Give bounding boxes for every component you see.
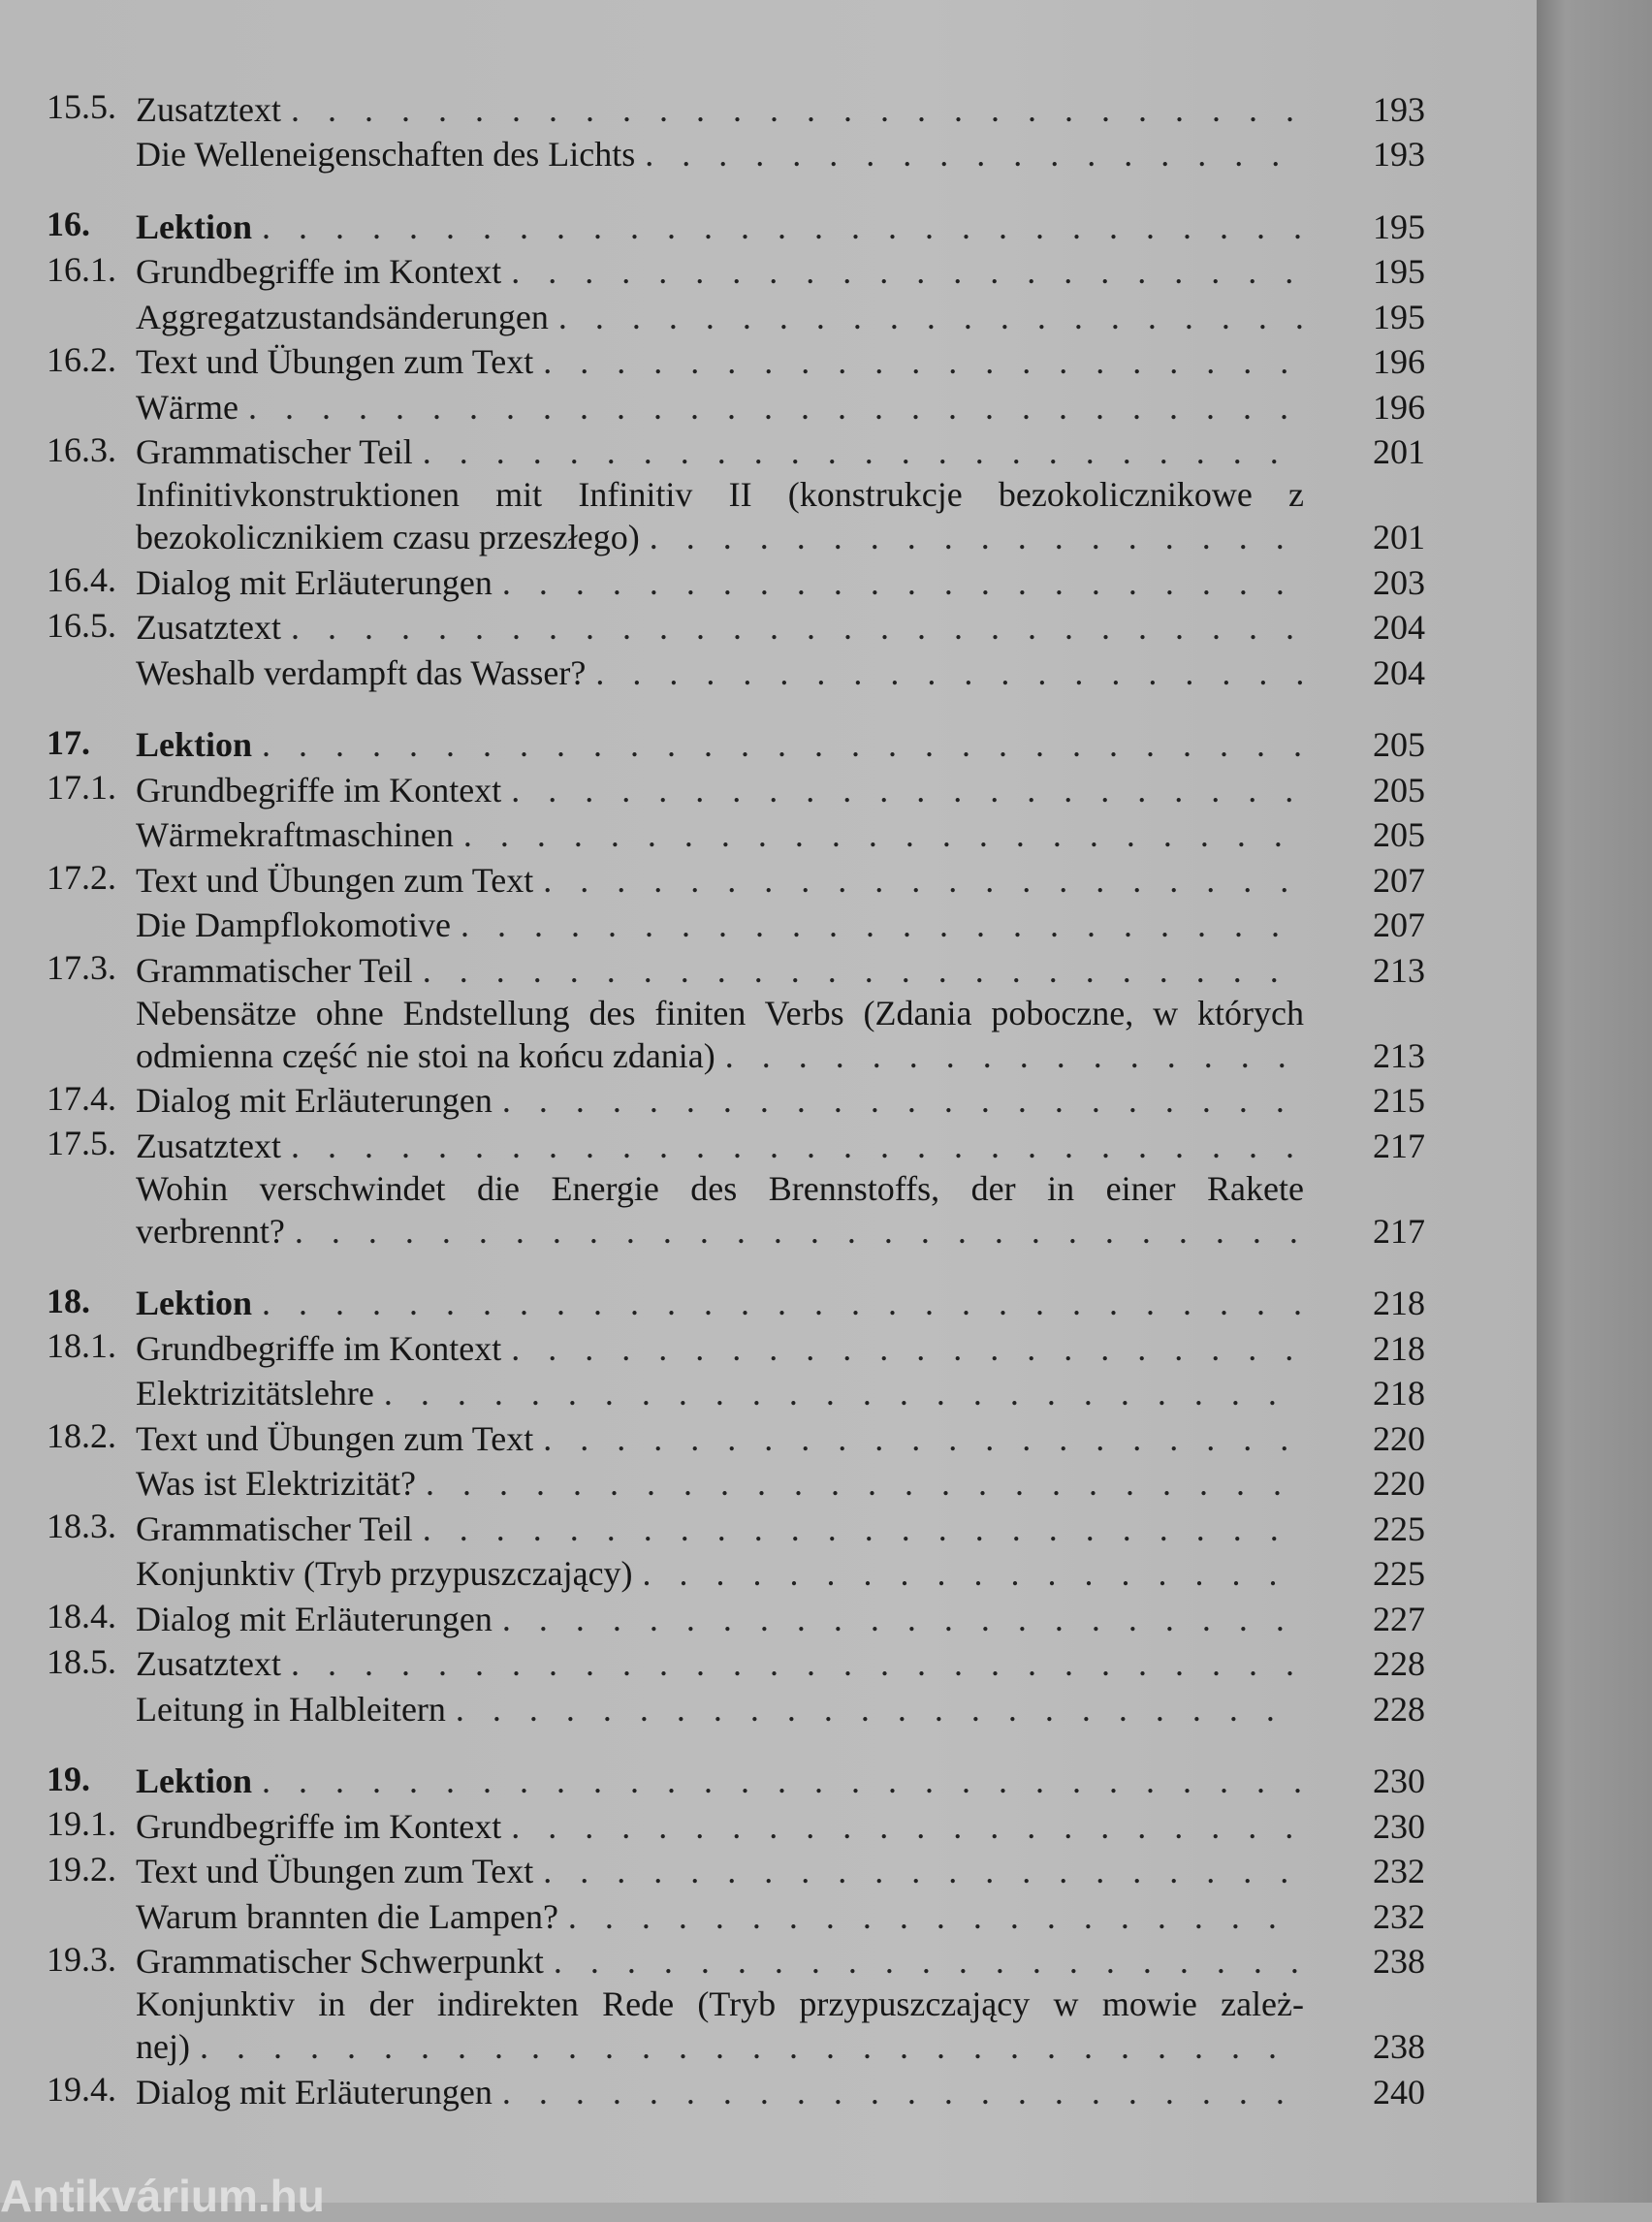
toc-entry <box>0 649 1425 694</box>
toc-page-number: 213 <box>1373 1035 1425 1075</box>
book-spine <box>1537 0 1652 2203</box>
toc-entry-title-continued: nej) <box>136 2027 190 2066</box>
toc-page-number: 225 <box>1373 1554 1425 1593</box>
toc-entry <box>0 946 1425 992</box>
dot-leader <box>568 1895 1304 1938</box>
toc-entry-title: Dialog mit Erläuterungen <box>136 1599 492 1638</box>
dot-leader <box>511 769 1304 811</box>
dot-leader <box>502 1598 1304 1640</box>
toc-entry <box>0 1077 1425 1123</box>
toc-entry-number: 16.3. <box>47 429 116 469</box>
section-gap <box>0 694 1425 721</box>
toc-entry <box>0 1595 1425 1640</box>
toc-entry-number: 18.3. <box>47 1507 116 1545</box>
dot-leader <box>291 88 1304 131</box>
toc-entry-title: Zusatztext <box>136 89 281 129</box>
toc-entry-title: Die Welleneigenschaften des Lichts <box>136 135 636 174</box>
toc-entry-title: Die Dampflokomotive <box>136 905 451 944</box>
toc-entry <box>0 1167 1425 1253</box>
toc-lektion-heading <box>0 203 1425 248</box>
toc-page-number: 193 <box>1373 135 1425 174</box>
toc-lektion-heading <box>0 1758 1425 1803</box>
toc-entry-title: Lektion <box>136 1762 253 1800</box>
toc-page-number: 201 <box>1373 518 1425 556</box>
toc-entry-number: 17. <box>47 722 90 762</box>
toc-page-number: 204 <box>1373 652 1425 692</box>
watermark: Antikvárium.hu <box>0 2171 325 2221</box>
dot-leader <box>543 340 1304 383</box>
toc-page-number: 227 <box>1373 1599 1425 1638</box>
toc-entry-number: 18.2. <box>47 1416 116 1455</box>
toc-entry <box>0 604 1425 650</box>
toc-page-number: 195 <box>1373 206 1425 246</box>
toc-entry-number: 17.5. <box>47 1124 116 1162</box>
toc-entry-title: Wärme <box>136 387 238 427</box>
toc-entry-number: 18. <box>47 1281 90 1320</box>
toc-entry <box>0 1460 1425 1506</box>
toc-entry-title: Grammatischer Teil <box>136 1508 413 1548</box>
toc-page-number: 225 <box>1373 1508 1425 1548</box>
toc-page-number: 240 <box>1373 2072 1425 2111</box>
section-gap <box>0 175 1425 203</box>
toc-page-number: 213 <box>1373 950 1425 990</box>
toc-entry-number: 19.1. <box>47 1804 116 1843</box>
toc-entry <box>0 1324 1425 1370</box>
dot-leader <box>502 561 1304 604</box>
dot-leader <box>554 1940 1304 1983</box>
toc-entry-title: Grundbegriffe im Kontext <box>136 1328 502 1368</box>
dot-leader <box>543 1417 1304 1460</box>
toc-entry-number: 16.5. <box>47 605 116 645</box>
dot-leader <box>423 949 1304 992</box>
toc-entry <box>0 248 1425 294</box>
toc-page-number: 217 <box>1373 1211 1425 1251</box>
toc-entry-title: Zusatztext <box>136 608 281 647</box>
toc-entry-number: 19.4. <box>47 2070 116 2109</box>
toc-entry-title: Grundbegriffe im Kontext <box>136 252 502 291</box>
toc-entry-title: Lektion <box>136 725 253 764</box>
dot-leader <box>456 1688 1304 1730</box>
toc-entry-title-continued: bezokolicznikiem czasu przeszłego) <box>136 518 640 556</box>
toc-entry <box>0 1685 1425 1730</box>
toc-entry-title: Nebensätze ohne Endstellung des finiten Verbs (Zdania poboczne, w których <box>136 993 1304 1032</box>
toc-entry-number: 19. <box>47 1759 90 1798</box>
toc-page-number: 195 <box>1373 297 1425 336</box>
toc-page-number: 238 <box>1373 2027 1425 2066</box>
toc-entry <box>0 1370 1425 1415</box>
toc-entry <box>0 766 1425 811</box>
toc-entry-number: 17.4. <box>47 1078 116 1118</box>
dot-leader <box>423 430 1304 473</box>
toc-entry-title: Lektion <box>136 206 253 246</box>
toc-entry-title: Grammatischer Schwerpunkt <box>136 1942 544 1981</box>
toc-entry-number: 18.4. <box>47 1597 116 1635</box>
toc-entry-title: Zusatztext <box>136 1644 281 1683</box>
toc-entry <box>0 992 1425 1077</box>
toc-page-number: 228 <box>1373 1644 1425 1683</box>
toc-page-number: 232 <box>1373 1896 1425 1936</box>
dot-leader <box>262 723 1304 766</box>
toc-entry-title: Zusatztext <box>136 1126 281 1165</box>
toc-entry-number: 16.4. <box>47 560 116 599</box>
toc-entry-title: Was ist Elektrizität? <box>136 1464 417 1503</box>
toc-entry-title: Text und Übungen zum Text <box>136 860 534 900</box>
toc-page-number: 238 <box>1373 1942 1425 1981</box>
toc-entry-title: Wohin verschwindet die Energie des Brennstoffs, der in einer Rakete <box>136 1168 1304 1208</box>
toc-page-number: 232 <box>1373 1852 1425 1890</box>
toc-entry-title: Dialog mit Erläuterungen <box>136 1081 492 1120</box>
dot-leader <box>511 1805 1304 1848</box>
toc-page-number: 201 <box>1373 432 1425 471</box>
toc-page-number: 220 <box>1373 1418 1425 1458</box>
toc-entry-title: Grundbegriffe im Kontext <box>136 1806 502 1846</box>
toc-entry-number: 16.1. <box>47 249 116 289</box>
toc-entry <box>0 1892 1425 1938</box>
toc-entry-number: 18.1. <box>47 1326 116 1365</box>
dot-leader <box>595 651 1304 694</box>
toc-entry <box>0 131 1425 176</box>
toc-entry-title: Konjunktiv in der indirekten Rede (Tryb przypuszczający w mowie zależ- <box>136 1984 1304 2023</box>
toc-entry <box>0 1802 1425 1848</box>
dot-leader <box>558 296 1304 338</box>
dot-leader <box>262 1760 1304 1802</box>
toc-entry <box>0 1640 1425 1686</box>
toc-entry-number: 17.3. <box>47 948 116 987</box>
table-of-contents <box>0 85 1425 2113</box>
toc-lektion-heading <box>0 721 1425 767</box>
toc-entry <box>0 1938 1425 1984</box>
toc-entry-title: Aggregatzustandsänderungen <box>136 297 549 336</box>
dot-leader <box>502 2071 1304 2113</box>
toc-entry-title: Text und Übungen zum Text <box>136 1418 534 1458</box>
dot-leader <box>262 1282 1304 1324</box>
toc-page-number: 220 <box>1373 1464 1425 1503</box>
dot-leader <box>461 904 1304 946</box>
toc-page-number: 228 <box>1373 1689 1425 1729</box>
dot-leader <box>291 1125 1304 1167</box>
toc-entry <box>0 856 1425 902</box>
dot-leader <box>543 1850 1304 1892</box>
toc-page-number: 207 <box>1373 860 1425 900</box>
dot-leader <box>295 1210 1304 1253</box>
toc-entry-title: Lektion <box>136 1284 253 1322</box>
dot-leader <box>511 1327 1304 1370</box>
toc-entry <box>0 383 1425 429</box>
toc-entry-title: Dialog mit Erläuterungen <box>136 2072 492 2111</box>
toc-page-number: 218 <box>1373 1284 1425 1322</box>
toc-page-number: 196 <box>1373 387 1425 427</box>
toc-page-number: 204 <box>1373 608 1425 647</box>
toc-entry <box>0 1122 1425 1167</box>
dot-leader <box>426 1462 1304 1505</box>
toc-entry-title: Konjunktiv (Tryb przypuszczający) <box>136 1554 633 1593</box>
toc-page-number: 207 <box>1373 905 1425 944</box>
toc-entry <box>0 1414 1425 1460</box>
section-gap <box>0 1730 1425 1758</box>
toc-entry <box>0 1505 1425 1550</box>
toc-entry-number: 17.2. <box>47 858 116 897</box>
toc-entry <box>0 1848 1425 1893</box>
toc-entry <box>0 338 1425 384</box>
toc-entry-number: 16. <box>47 205 90 243</box>
toc-entry-number: 18.5. <box>47 1641 116 1681</box>
dot-leader <box>423 1508 1304 1550</box>
dot-leader <box>511 250 1304 293</box>
toc-page-number: 218 <box>1373 1328 1425 1368</box>
toc-entry-title: Grundbegriffe im Kontext <box>136 770 502 809</box>
toc-entry-title: Infinitivkonstruktionen mit Infinitiv II (konstrukcje bezokolicznikowe z <box>136 475 1304 514</box>
toc-entry-number: 19.3. <box>47 1939 116 1979</box>
toc-entry-title: Elektrizitätslehre <box>136 1374 374 1413</box>
toc-entry <box>0 473 1425 558</box>
toc-entry <box>0 293 1425 338</box>
dot-leader <box>645 133 1304 175</box>
toc-entry <box>0 558 1425 604</box>
dot-leader <box>502 1079 1304 1122</box>
toc-entry-number: 16.2. <box>47 339 116 379</box>
dot-leader <box>643 1552 1304 1595</box>
dot-leader <box>650 516 1304 558</box>
toc-entry-title: Grammatischer Teil <box>136 950 413 990</box>
toc-entry-title: Grammatischer Teil <box>136 432 413 471</box>
toc-page-number: 205 <box>1373 770 1425 809</box>
dot-leader <box>291 606 1304 649</box>
toc-entry-title: Wärmekraftmaschinen <box>136 815 454 854</box>
toc-entry-title-continued: verbrennt? <box>136 1211 285 1251</box>
toc-entry-title: Weshalb verdampft das Wasser? <box>136 652 587 692</box>
dot-leader <box>384 1372 1304 1414</box>
toc-entry-title: Dialog mit Erläuterungen <box>136 562 492 602</box>
toc-entry-number: 15.5. <box>47 87 116 126</box>
toc-entry-title: Leitung in Halbleitern <box>136 1689 446 1729</box>
dot-leader <box>291 1642 1304 1685</box>
toc-page-number: 230 <box>1373 1806 1425 1846</box>
dot-leader <box>200 2025 1304 2068</box>
dot-leader <box>725 1034 1304 1077</box>
toc-page-number: 215 <box>1373 1081 1425 1120</box>
toc-page-number: 193 <box>1373 89 1425 129</box>
toc-entry <box>0 85 1425 131</box>
toc-entry-title: Text und Übungen zum Text <box>136 342 534 381</box>
toc-page-number: 217 <box>1373 1126 1425 1165</box>
dot-leader <box>262 206 1304 248</box>
dot-leader <box>543 859 1304 902</box>
toc-entry <box>0 429 1425 474</box>
toc-page-number: 205 <box>1373 725 1425 764</box>
toc-entry-title-continued: odmienna część nie stoi na końcu zdania) <box>136 1035 715 1075</box>
toc-entry-number: 19.2. <box>47 1849 116 1889</box>
dot-leader <box>463 813 1304 856</box>
toc-page-number: 196 <box>1373 342 1425 381</box>
toc-entry <box>0 902 1425 947</box>
toc-entry <box>0 1550 1425 1596</box>
dot-leader <box>248 386 1304 429</box>
toc-lektion-heading <box>0 1280 1425 1325</box>
toc-entry-title: Warum brannten die Lampen? <box>136 1896 558 1936</box>
toc-page-number: 218 <box>1373 1374 1425 1413</box>
toc-page-number: 195 <box>1373 252 1425 291</box>
toc-page-number: 205 <box>1373 815 1425 854</box>
toc-entry-title: Text und Übungen zum Text <box>136 1852 534 1890</box>
toc-entry <box>0 811 1425 857</box>
toc-entry <box>0 1983 1425 2068</box>
toc-entry-number: 17.1. <box>47 768 116 807</box>
toc-entry <box>0 2068 1425 2113</box>
toc-page-number: 230 <box>1373 1762 1425 1800</box>
section-gap <box>0 1253 1425 1280</box>
toc-page-number: 203 <box>1373 562 1425 602</box>
